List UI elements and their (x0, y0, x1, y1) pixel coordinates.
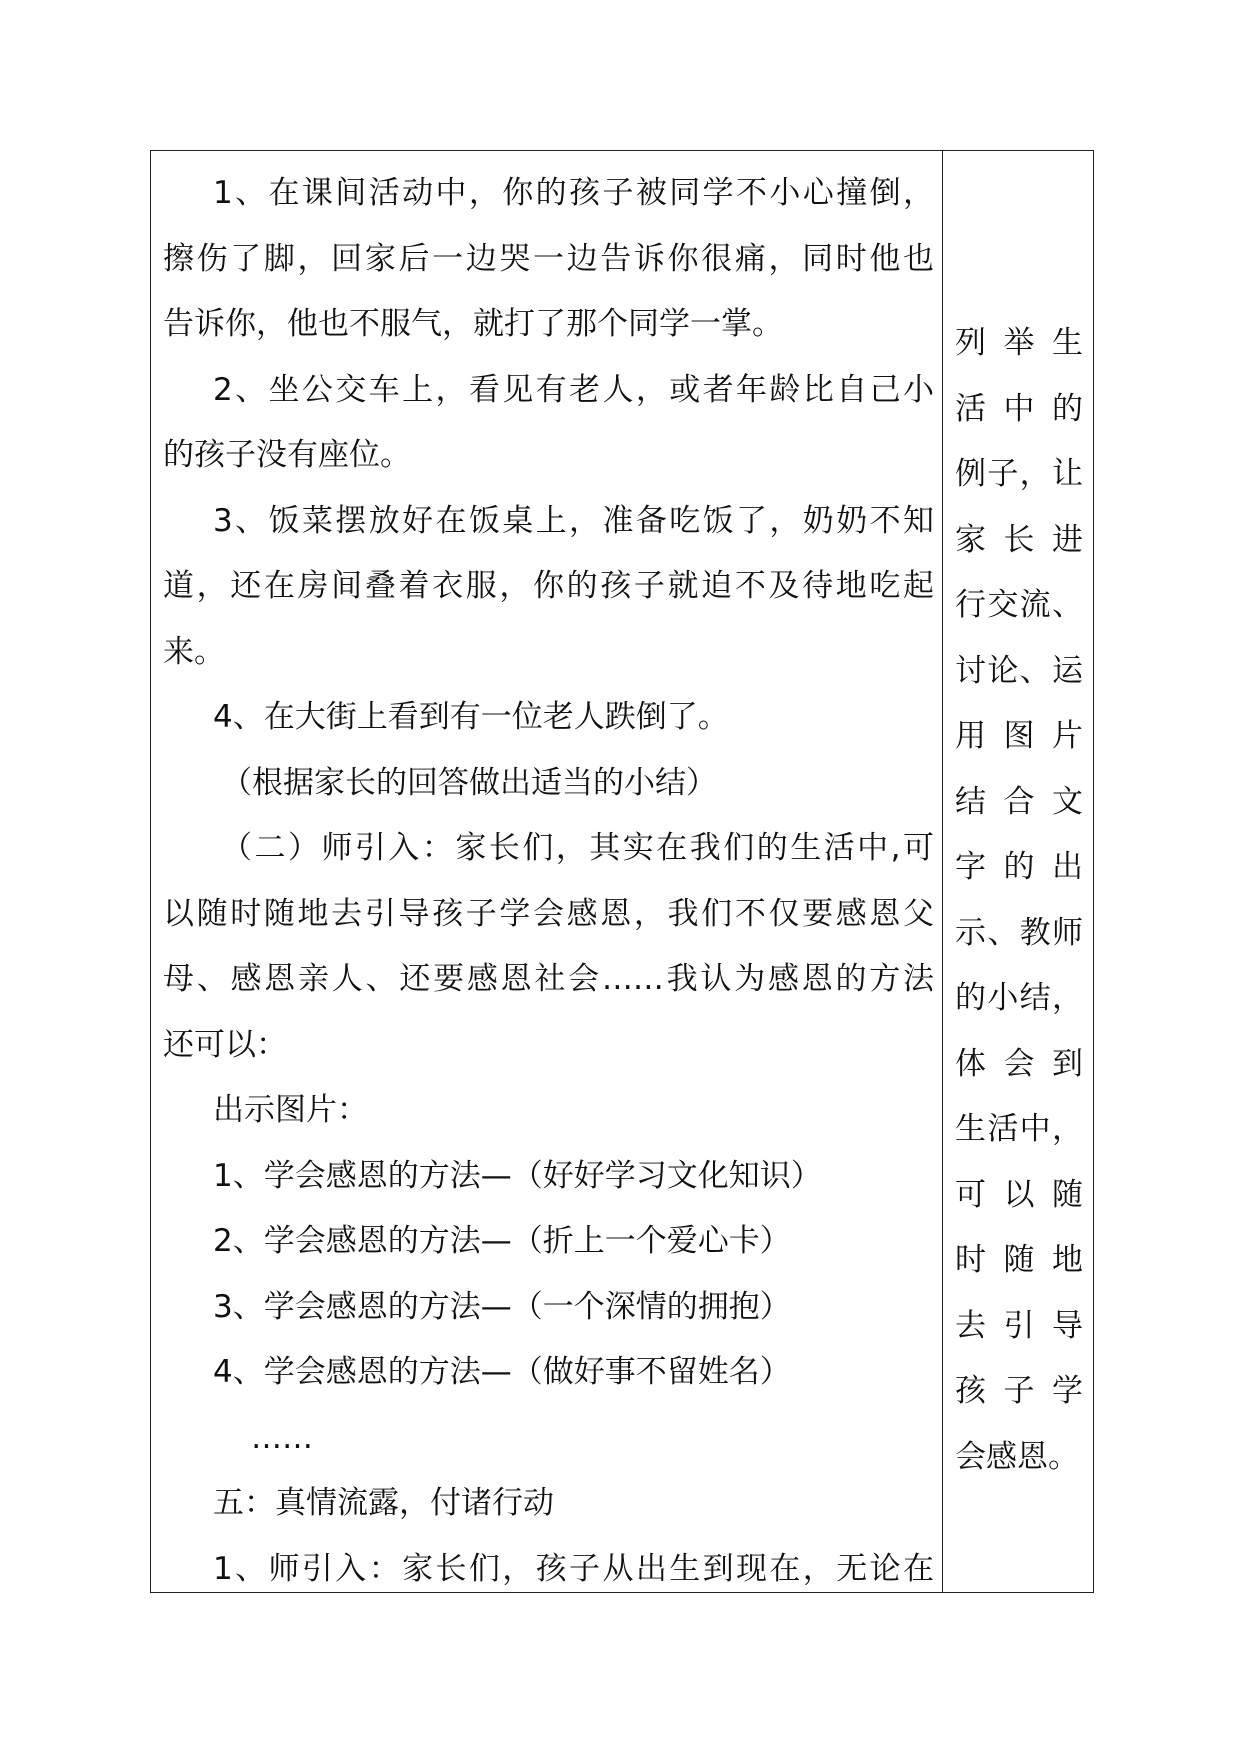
paragraph-line: 3、学会感恩的方法—（一个深情的拥抱） (213, 1288, 791, 1325)
side-note-line: 家长进 (955, 521, 1083, 558)
side-note-line: 去引导 (955, 1307, 1083, 1344)
paragraph-line: （根据家长的回答做出适当的小结） (221, 764, 717, 801)
paragraph-line: 还可以： (163, 1026, 287, 1063)
side-note-line: 时随地 (955, 1242, 1083, 1278)
side-note-line: 字的出 (955, 849, 1083, 885)
intent-cell (943, 151, 1093, 1592)
side-note-line: 可以随 (955, 1176, 1083, 1213)
side-note-line: 示、教师 (955, 914, 1083, 951)
side-note-line: 的小结， (955, 980, 1083, 1016)
side-note-line: 会感恩。 (955, 1438, 1079, 1475)
side-note-line: 用图片 (955, 718, 1083, 754)
paragraph-line: 4、学会感恩的方法—（做好事不留姓名） (213, 1354, 791, 1390)
lesson-table (150, 150, 1094, 1593)
section-heading: 五：真情流露，付诸行动 (213, 1485, 554, 1521)
side-note-line: 例子，让 (955, 456, 1083, 492)
side-note-line: 讨论、运 (955, 652, 1083, 689)
paragraph-line: 的孩子没有座位。 (163, 437, 411, 473)
side-note-line: 生活中， (955, 1111, 1083, 1147)
paragraph-line: 出示图片： (213, 1092, 368, 1128)
side-note-line: 孩子学 (955, 1373, 1083, 1409)
process-cell (151, 151, 943, 1592)
paragraph-line: 道，还在房间叠着衣服，你的孩子就迫不及待地吃起 (163, 568, 934, 604)
paragraph-line: 2、学会感恩的方法—（折上一个爱心卡） (213, 1223, 791, 1259)
side-note-line: 行交流、 (955, 587, 1083, 623)
paragraph-line: 2、坐公交车上，看见有老人，或者年龄比自己小 (213, 371, 934, 408)
paragraph-line: 来。 (163, 633, 225, 670)
paragraph-line: 1、学会感恩的方法—（好好学习文化知识） (213, 1157, 822, 1194)
paragraph-line: （二）师引入：家长们，其实在我们的生活中,可 (221, 830, 934, 866)
paragraph-line: 3、饭菜摆放好在饭桌上，准备吃饭了，奶奶不知 (213, 502, 934, 539)
paragraph-line: 以随时随地去引导孩子学会感恩，我们不仅要感恩父 (163, 895, 934, 932)
paragraph-line: 擦伤了脚，回家后一边哭一边告诉你很痛，同时他也 (163, 240, 934, 277)
side-note-line: 列举生 (955, 325, 1083, 361)
paragraph-line: 4、在大街上看到有一位老人跌倒了。 (213, 699, 729, 735)
side-note-line: 结合文 (955, 783, 1083, 820)
paragraph-line: 1、师引入：家长们，孩子从出生到现在，无论在 (213, 1550, 934, 1587)
side-note-line: 活中的 (955, 390, 1083, 427)
side-note-line: 体会到 (955, 1045, 1083, 1082)
paragraph-line: 1、在课间活动中，你的孩子被同学不小心撞倒， (213, 175, 934, 211)
paragraph-line: 母、感恩亲人、还要感恩社会……我认为感恩的方法 (163, 961, 934, 997)
paragraph-line: 告诉你，他也不服气，就打了那个同学一掌。 (163, 306, 783, 342)
paragraph-line: …… (251, 1419, 313, 1456)
